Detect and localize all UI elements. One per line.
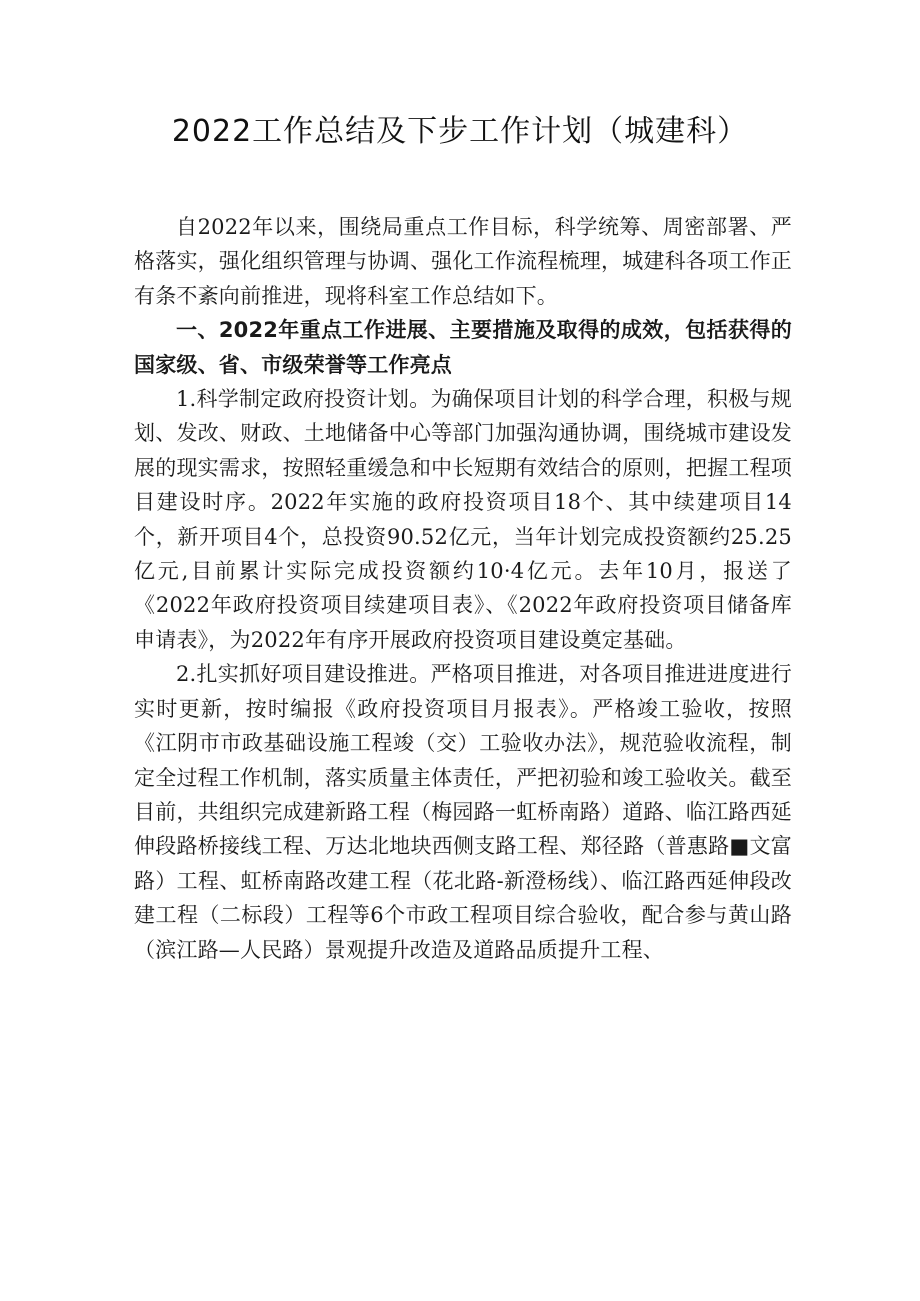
document-title: 2022工作总结及下步工作计划（城建科） [171, 114, 749, 149]
item-2-paragraph: 2.扎实抓好项目建设推进。严格项目推进，对各项目推进进度进行实时更新，按时编报《政府投资项目月报表》。严格竣工验收，按照《江阴市市政基础设施工程竣（交）工验收办法》，规范验收流程，制定全过程工作机制，落实质量主体责任，严把初验和竣工验收关。截至目前，共组织完成建新路工程（梅园路一虹桥南路）道路、临江路西延伸段路桥接线工程、万达北地块西侧支路工程、郑径路（普惠路■文富路）工程、虹桥南路改建工程（花北路-新澄杨线）、临江路西延伸段改建工程（二标段）工程等6个市政工程项目综合验收，配合参与黄山路（滨江路—人民路）景观提升改造及道路品质提升工程、 [134, 662, 792, 962]
section-heading: 一、2022年重点工作进展、主要措施及取得的成效，包括获得的国家级、省、市级荣誉等工作亮点 [134, 318, 792, 377]
item-1-paragraph: 1.科学制定政府投资计划。为确保项目计划的科学合理，积极与规划、发改、财政、土地储备中心等部门加强沟通协调，围绕城市建设发展的现实需求，按照轻重缓急和中长短期有效结合的原则，把握工程项目建设时序。2022年实施的政府投资项目18个、其中续建项目14个，新开项目4个，总投资90.52亿元，当年计划完成投资额约25.25亿元,目前累计实际完成投资额约10·4亿元。去年10月，报送了《2022年政府投资项目续建项目表》、《2022年政府投资项目储备库申请表》，为2022年有序开展政府投资项目建设奠定基础。 [134, 387, 792, 652]
document-body [134, 210, 792, 967]
intro-paragraph: 自2022年以来，围绕局重点工作目标，科学统筹、周密部署、严格落实，强化组织管理与协调、强化工作流程梳理，城建科各项工作正有条不紊向前推进，现将科室工作总结如下。 [134, 215, 792, 308]
